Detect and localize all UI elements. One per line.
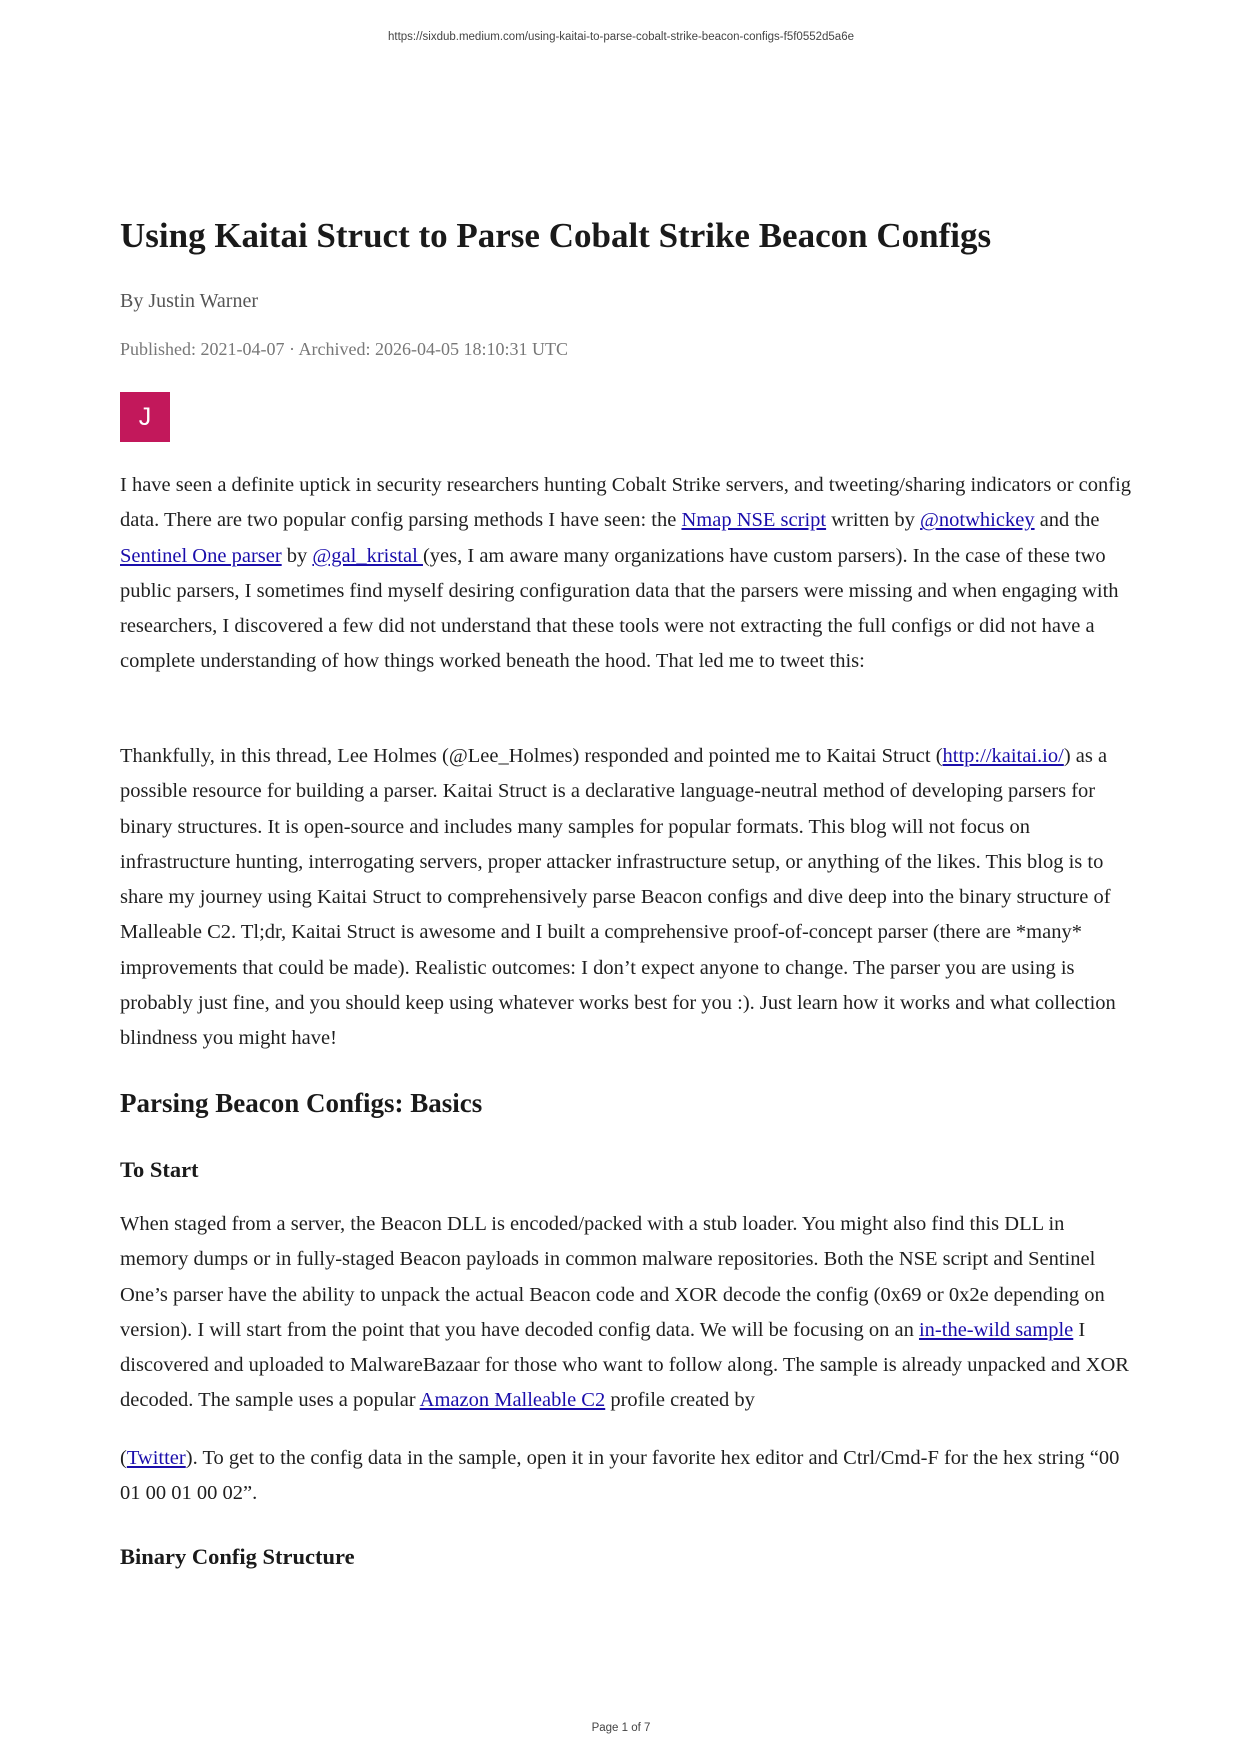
publish-dates: Published: 2021-04-07 · Archived: 2026-04-05 18:10:31 UTC — [120, 339, 568, 359]
article-title: Using Kaitai Struct to Parse Cobalt Strike Beacon Configs — [120, 216, 992, 255]
sentinel-one-parser-link[interactable]: Sentinel One parser — [120, 544, 282, 567]
kaitai-paragraph — [120, 739, 1136, 1057]
text: and the — [1034, 509, 1100, 532]
nmap-nse-link[interactable]: Nmap NSE script — [681, 509, 827, 532]
text: profile created by — [605, 1389, 755, 1412]
source-url: https://sixdub.medium.com/using-kaitai-to-parse-cobalt-strike-beacon-configs-f5f0552d5a6e — [388, 31, 854, 43]
kaitai-link[interactable]: http://kaitai.io/ — [942, 745, 1064, 767]
text: (yes, I am aware many organizations have custom parsers). In the case of these two public parsers, I sometimes find myself desiring configuration data that the parsers were missing and when engaging with researchers, I discovered a few did not understand that these tools were not extracting the full configs or did not have a complete understanding of how things worked beneath the hood. That led me to tweet this: — [120, 544, 1119, 673]
text: When staged from a server, the Beacon DLL is encoded/packed with a stub loader. You might also find this DLL in memory dumps or in fully-staged Beacon payloads in common malware repositories. Both the NSE script and Sentinel One’s parser have the ability to unpack the actual Beacon code and XOR decode the config (0x69 or 0x2e depending on version). I will start from the point that you have decoded config data. We will be focusing on an — [120, 1213, 1105, 1341]
subheading-to-start: To Start — [120, 1157, 199, 1182]
text: ( — [120, 1447, 127, 1469]
avatar: J — [120, 392, 170, 442]
staging-paragraph — [120, 1207, 1136, 1419]
hex-string-paragraph — [120, 1441, 1136, 1512]
amazon-malleable-c2-link[interactable]: Amazon Malleable C2 — [419, 1389, 606, 1412]
text: I have seen a definite uptick in security researchers hunting Cobalt Strike servers, and tweeting/sharing indicators or config data. There are two popular config parsing methods I have seen: the — [120, 474, 1132, 532]
gal-kristal-link[interactable]: @gal_kristal — [312, 544, 423, 567]
intro-paragraph — [120, 468, 1136, 680]
text: by — [281, 544, 313, 567]
text: written by — [826, 509, 921, 532]
page-number: Page 1 of 7 — [591, 1722, 651, 1734]
section-heading-basics: Parsing Beacon Configs: Basics — [120, 1088, 483, 1118]
notwhickey-link[interactable]: @notwhickey — [920, 509, 1035, 532]
text: ) as a possible resource for building a parser. Kaitai Struct is a declarative language-neutral method of developing parsers for binary structures. It is open-source and includes many samples for popular formats. This blog will not focus on infrastructure hunting, interrogating servers, proper attacker infrastructure setup, or anything of the likes. This blog is to share my journey using Kaitai Struct to comprehensively parse Beacon configs and dive deep into the binary structure of Malleable C2. Tl;dr, Kaitai Struct is awesome and I built a comprehensive proof-of-concept parser (there are *many* improvements that could be made). Realistic outcomes: I don’t expect anyone to change. The parser you are using is probably just fine, and you should keep using whatever works best for you :). Just learn how it works and what collection blindness you might have! — [120, 745, 1116, 1050]
in-the-wild-sample-link[interactable]: in-the-wild sample — [918, 1318, 1074, 1341]
subheading-binary-config: Binary Config Structure — [120, 1544, 355, 1569]
byline: By Justin Warner — [120, 290, 259, 312]
text: Thankfully, in this thread, Lee Holmes (@Lee_Holmes) responded and pointed me to Kaitai Struct ( — [120, 745, 943, 767]
text: ). To get to the config data in the sample, open it in your favorite hex editor and Ctrl/Cmd-F for the hex string “00 01 00 01 00 02”. — [120, 1447, 1120, 1505]
twitter-link[interactable]: Twitter — [126, 1447, 186, 1469]
text: I discovered and uploaded to MalwareBazaar for those who want to follow along. The sample is already unpacked and XOR decoded. The sample uses a popular — [120, 1318, 1129, 1412]
